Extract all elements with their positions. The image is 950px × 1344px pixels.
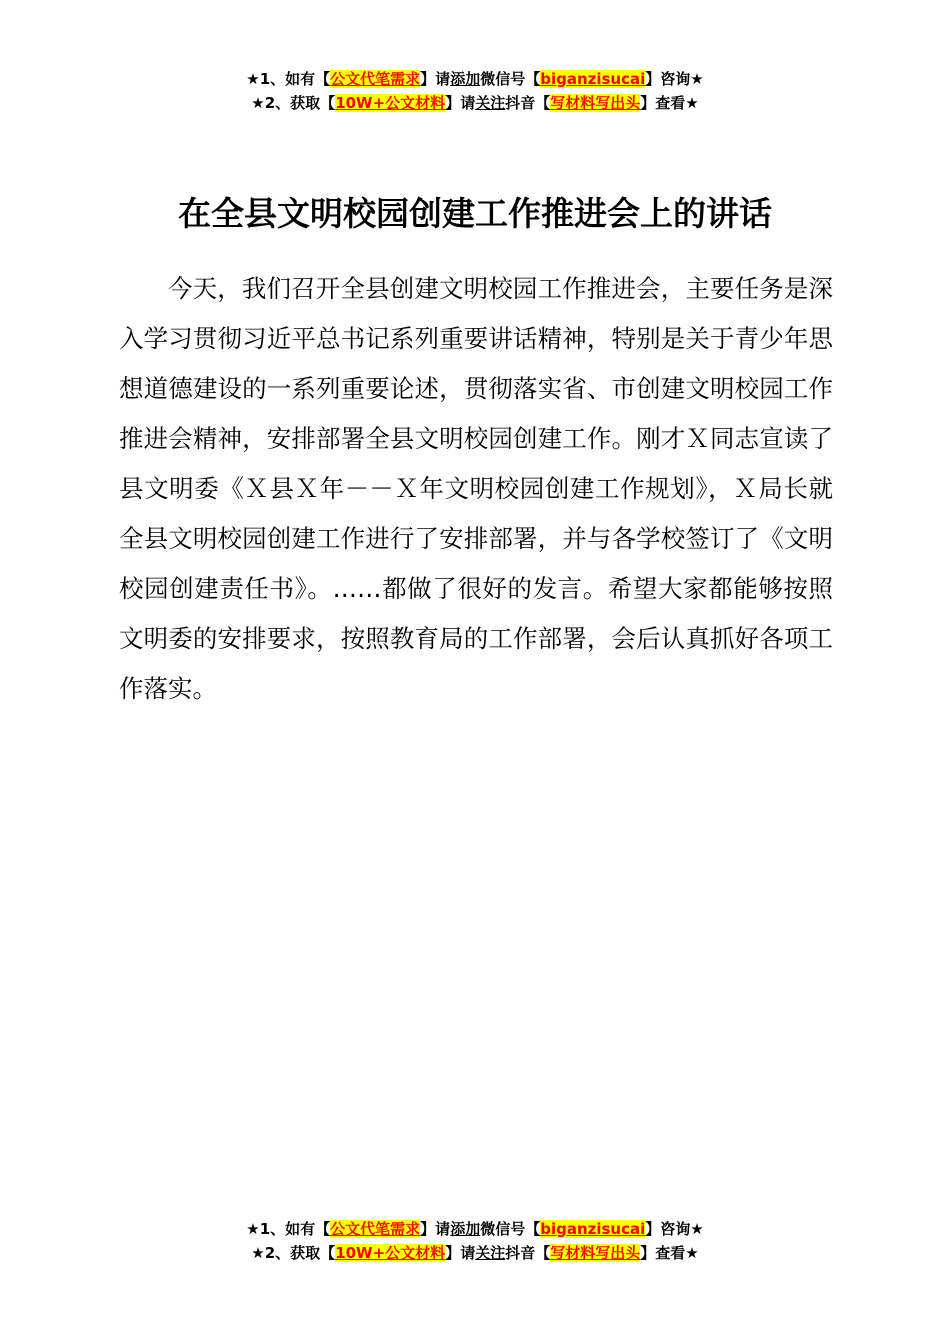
footer-follow-underlined: 关注 xyxy=(475,1244,506,1262)
footer-service-highlight: 公文代笔需求 xyxy=(330,1220,421,1238)
footer-banner xyxy=(0,1217,950,1265)
banner-douyin-account: 写材料写出头 xyxy=(550,94,641,112)
header-banner xyxy=(0,67,950,115)
footer-banner-line-1 xyxy=(0,1217,950,1241)
footer-add-underlined: 添加 xyxy=(450,1220,481,1238)
footer-line-1-middle-a: 】请 xyxy=(420,1220,451,1238)
banner-line-1-suffix: 】咨询★ xyxy=(645,70,704,88)
footer-line-1-middle-b: 微信号【 xyxy=(480,1220,541,1238)
banner-line-2-middle-b: 抖音【 xyxy=(505,94,551,112)
banner-line-1-prefix: ★1、如有【 xyxy=(246,70,331,88)
banner-line-1 xyxy=(0,67,950,91)
footer-douyin-account: 写材料写出头 xyxy=(550,1244,641,1262)
banner-line-2-middle-a: 】请 xyxy=(445,94,476,112)
footer-line-2-suffix: 】查看★ xyxy=(640,1244,699,1262)
document-title: 在全县文明校园创建工作推进会上的讲话 xyxy=(178,194,772,233)
banner-line-2-prefix: ★2、获取【 xyxy=(251,94,336,112)
footer-banner-line-2 xyxy=(0,1241,950,1265)
banner-materials-highlight: 10W+公文材料 xyxy=(335,94,446,112)
footer-line-2-middle-b: 抖音【 xyxy=(505,1244,551,1262)
footer-line-2-middle-a: 】请 xyxy=(445,1244,476,1262)
footer-line-1-suffix: 】咨询★ xyxy=(645,1220,704,1238)
banner-wechat-id: biganzisucai xyxy=(540,70,646,88)
footer-line-2-prefix: ★2、获取【 xyxy=(251,1244,336,1262)
banner-add-underlined: 添加 xyxy=(450,70,481,88)
banner-follow-underlined: 关注 xyxy=(475,94,506,112)
banner-line-2-suffix: 】查看★ xyxy=(640,94,699,112)
footer-materials-highlight: 10W+公文材料 xyxy=(335,1244,446,1262)
banner-line-1-middle-b: 微信号【 xyxy=(480,70,541,88)
banner-line-1-middle-a: 】请 xyxy=(420,70,451,88)
banner-line-2 xyxy=(0,91,950,115)
footer-wechat-id: biganzisucai xyxy=(540,1220,646,1238)
banner-service-highlight: 公文代笔需求 xyxy=(330,70,421,88)
footer-line-1-prefix: ★1、如有【 xyxy=(246,1220,331,1238)
document-paragraph: 今天，我们召开全县创建文明校园工作推进会，主要任务是深入学习贯彻习近平总书记系列重要讲话精神，特别是关于青少年思想道德建设的一系列重要论述，贯彻落实省、市创建文明校园工作推进会精神，安排部署全县文明校园创建工作。刚才Ｘ同志宣读了县文明委《Ｘ县Ｘ年－－Ｘ年文明校园创建工作规划》，Ｘ局长就全县文明校园创建工作进行了安排部署，并与各学校签订了《文明校园创建责任书》。……都做了很好的发言。希望大家都能够按照文明委的安排要求，按照教育局的工作部署，会后认真抓好各项工作落实。 xyxy=(119,274,833,703)
